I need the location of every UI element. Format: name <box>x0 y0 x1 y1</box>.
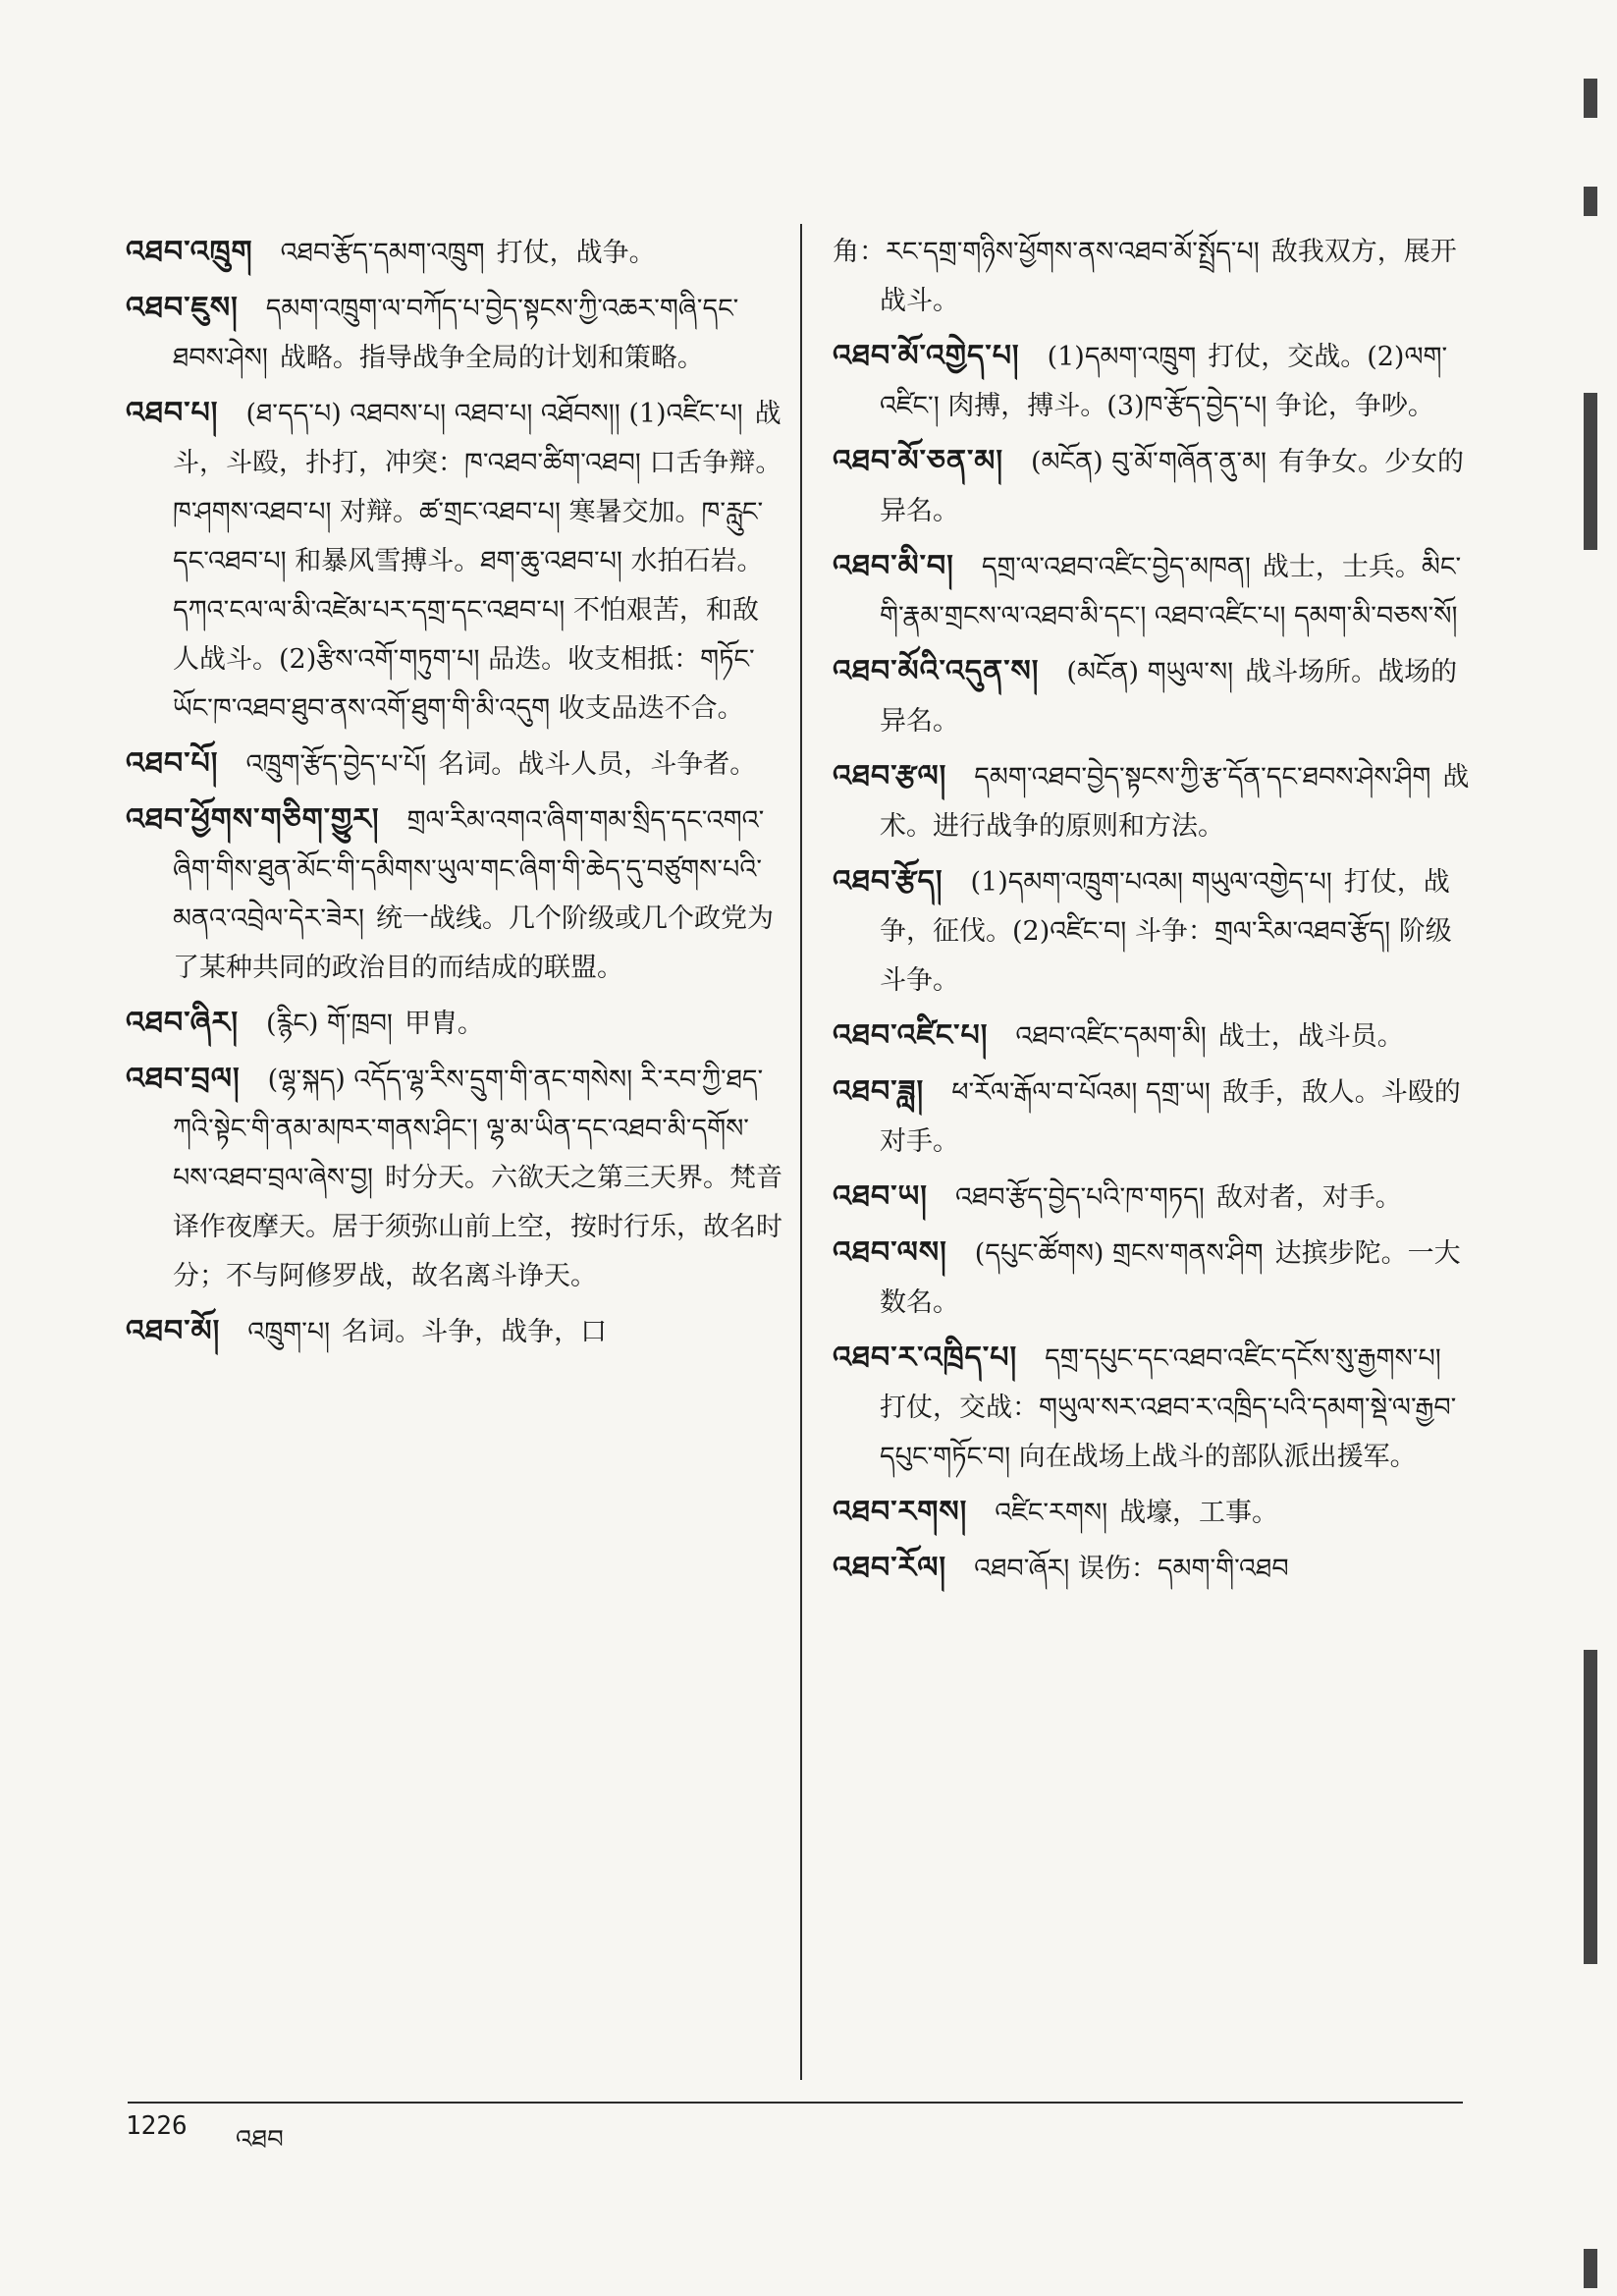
chinese-definition: 打仗，战争，征伐。(2)འཛིང་བ། 斗争：གྲལ་རིམ་འཐབ་རྩོད། 阶级斗争。 <box>880 867 1452 996</box>
chinese-definition: 敌我双方，展开战斗。 <box>880 237 1457 316</box>
chinese-definition: 战斗场所。战场的异名。 <box>880 657 1458 737</box>
chinese-definition: 打仗，交战：གཡུལ་སར་འཐབ་ར་འཁྲིད་པའི་དམག་སྡེ་ལ་རྒྱབ་དཔུང་གཏོང་བ། 向在战场上战斗的部队派出援军。 <box>880 1393 1457 1472</box>
chinese-definition: 战略。指导战争全局的计划和策略。 <box>279 343 704 373</box>
right-column <box>833 228 1471 1600</box>
tibetan-definition: དམག་འཁྲུག་ལ་བཀོད་པ་བྱེད་སྟངས་ཀྱི་འཆར་གཞི་དང་ཐབས་ཤེས། <box>173 294 739 373</box>
page-number: 1226 <box>126 2111 188 2141</box>
tibetan-definition: དགྲ་དཔུང་དང་འཐབ་འཛིང་དངོས་སུ་རྒྱགས་པ། <box>1045 1343 1441 1374</box>
left-column <box>126 228 783 1363</box>
headword: འཐབ་འཁྲུག <box>126 235 253 269</box>
dictionary-entry <box>126 739 783 790</box>
dictionary-entry <box>126 389 783 734</box>
tibetan-definition: (ཐ་དད་པ) འཐབས་པ། འཐབ་པ། འཐོབས།། (1)འཛིང་པ། <box>245 399 743 429</box>
headword: འཐབ་ཞིར། <box>126 1006 239 1040</box>
headword: འཐབ་རགས། <box>833 1495 968 1529</box>
headword: འཐབ་ར་འཁྲིད་པ། <box>833 1340 1018 1375</box>
dictionary-entry <box>126 284 783 383</box>
chinese-definition: 战壕，工事。 <box>1119 1498 1279 1528</box>
tibetan-definition: འཐབ་རྩོད་དམག་འཁྲུག <box>280 238 485 268</box>
dictionary-entry <box>833 1067 1471 1167</box>
tibetan-definition: (1)དམག་འཁྲུག <box>1047 342 1197 372</box>
headword: འཐབ་ཇུས། <box>126 291 239 325</box>
tibetan-definition: འཐབ་འཛིང་དམག་མི། <box>1015 1021 1207 1052</box>
headword: འཐབ་ཟླ། <box>833 1074 925 1109</box>
tibetan-definition: ཕ་རོལ་རྒོལ་བ་པོའམ། དགྲ་ཡ། <box>951 1077 1211 1108</box>
dictionary-entry <box>833 1173 1471 1223</box>
dictionary-entry <box>833 1488 1471 1538</box>
headword: འཐབ་ལས། <box>833 1235 947 1270</box>
tibetan-definition: (ལྷ་སྐད) འདོད་ལྷ་རིས་དྲུག་གི་ནང་གསེས། རི་རབ་ཀྱི་ཐད་ཀའི་སྟེང་གི་ནམ་མཁར་གནས་ཤིང་། ལྷ་མ་ཡིན་དང་འཐབ་མི་དགོས་པས་འཐབ་བྲལ་ཞེས་བྱ། <box>173 1065 764 1193</box>
dictionary-entry <box>126 999 783 1049</box>
headword: འཐབ་ཡ། <box>833 1179 928 1214</box>
headword: འཐབ་འཛིང་པ། <box>833 1018 989 1053</box>
chinese-definition: 名词。战斗人员，斗争者。 <box>438 749 757 780</box>
dictionary-entry <box>126 1307 783 1357</box>
headword: འཐབ་མོ་འགྱེད་པ། <box>833 339 1020 373</box>
dictionary-entry <box>833 542 1471 641</box>
chinese-definition: 名词。斗争，战争，口 <box>342 1317 608 1347</box>
dictionary-entry <box>126 1055 783 1301</box>
column-divider <box>800 224 802 2080</box>
tibetan-definition: (རྙིང) གོ་ཁྲབ། <box>266 1009 393 1039</box>
headword: འཐབ་མོའི་འདུན་ས། <box>833 654 1040 688</box>
tibetan-definition: འཁྲུག་པ། <box>247 1317 331 1347</box>
tibetan-definition: 角：རང་དགྲ་གཉིས་ཕྱོགས་ནས་འཐབ་མོ་སྤྲོད་པ། <box>833 237 1260 267</box>
dictionary-entry <box>833 857 1471 1006</box>
tibetan-definition: དགྲ་ལ་འཐབ་འཛིང་བྱེད་མཁན། <box>981 552 1251 582</box>
tibetan-definition: (མངོན) གཡུལ་ས། <box>1066 657 1234 687</box>
headword: འཐབ་ཕྱོགས་གཅིག་གྱུར། <box>126 802 380 837</box>
scan-edge-marks <box>1584 39 1603 2249</box>
tibetan-definition: དམག་འཐབ་བྱེད་སྟངས་ཀྱི་རྩ་དོན་དང་ཐབས་ཤེས་ཤིག <box>974 762 1431 793</box>
tibetan-definition: འཁྲུག་རྩོད་བྱེད་པ་པོ། <box>245 749 427 780</box>
dictionary-entry <box>833 752 1471 851</box>
tibetan-definition: འཛིང་རགས། <box>995 1498 1108 1528</box>
dictionary-entry <box>833 228 1471 326</box>
tibetan-definition: གྲལ་རིམ་འགའ་ཞིག་གམ་སྲིད་དང་འགའ་ཞིག་གིས་ཐུན་མོང་གི་དམིགས་ཡུལ་གང་ཞིག་གི་ཆེད་དུ་བཙུགས་པའི་མནའ་འབྲེལ་དེར་ཟེར། <box>173 805 765 934</box>
headword: འཐབ་པ། <box>126 396 219 430</box>
footer-rule <box>128 2102 1463 2104</box>
tibetan-definition: འཐབ་ཞོར། 误伤：དམག་གི་འཐབ <box>974 1554 1289 1584</box>
headword: འཐབ་བྲལ། <box>126 1062 241 1096</box>
tibetan-definition: (དཔུང་ཚོགས) གྲངས་གནས་ཤིག <box>974 1238 1264 1269</box>
chinese-definition: 战士，士兵。མིང་གི་རྣམ་གྲངས་ལ་འཐབ་མི་དང་། འཐབ་འཛིང་པ། དམག་མི་བཅས་སོ། <box>880 552 1462 631</box>
dictionary-entry <box>833 647 1471 746</box>
headword: འཐབ་མི་བ། <box>833 549 954 583</box>
headword: འཐབ་རྩོད། <box>833 864 943 899</box>
dictionary-entry <box>833 1544 1471 1594</box>
chinese-definition: 有争女。少女的异名。 <box>880 447 1465 526</box>
chinese-definition: 敌对者，对手。 <box>1215 1182 1402 1213</box>
dictionary-entry <box>833 437 1471 536</box>
chinese-definition: 战术。进行战争的原则和方法。 <box>880 762 1470 842</box>
headword: འཐབ་རྩལ། <box>833 759 947 793</box>
dictionary-entry <box>833 1334 1471 1482</box>
chinese-definition: 敌手，敌人。斗殴的对手。 <box>880 1077 1461 1157</box>
chinese-definition: 甲胄。 <box>404 1009 484 1039</box>
chinese-definition: 打仗，交战。(2)ལག་འཛིང་། 肉搏，搏斗。(3)ཁ་རྩོད་བྱེད་པ། 争论，争吵。 <box>880 342 1448 421</box>
tibetan-definition: (1)དམག་འཁྲུག་པའམ། གཡུལ་འགྱེད་པ། <box>970 867 1332 898</box>
chinese-definition: 时分天。六欲天之第三天界。梵音译作夜摩天。居于须弥山前上空，按时行乐，故名时分；不与阿修罗战，故名离斗诤天。 <box>173 1163 783 1291</box>
chinese-definition: 战士，战斗员。 <box>1217 1021 1404 1052</box>
tibetan-definition: (མངོན) བུ་མོ་གཞོན་ནུ་མ། <box>1031 447 1267 477</box>
chinese-definition: 达摈步陀。一大数名。 <box>880 1238 1461 1318</box>
headword: འཐབ་རོལ། <box>833 1551 947 1585</box>
dictionary-entry <box>126 228 783 278</box>
headword: འཐབ་པོ། <box>126 746 219 781</box>
chinese-definition: 打仗，战争。 <box>496 238 656 268</box>
chinese-definition: 战斗，斗殴，扑打，冲突：ཁ་འཐབ་ཚིག་འཐབ། 口舌争辩。ཁ་ཤགས་འཐབ་པ། 对辩。ཚ་གྲང་འཐབ་པ། 寒暑交加。ཁ་རླུང་དང་འཐབ་པ། 和暴风雪搏斗。ཐག་ཆུ་འཐབ་པ། 水拍石岩。དཀའ་ངལ་ལ་མི་འཛེམ་པར་དགྲ་དང་འཐབ་པ། 不怕艰苦，和敌人战斗。(2)རྩིས་འགོ་གཏུག་པ། 品迭。收支相抵：གཏོང་ཡོང་ཁ་འཐབ་ཐུབ་ནས་འགོ་ཐུག་གི་མི་འདུག 收支品迭不合。 <box>173 399 782 724</box>
dictionary-entry <box>833 1011 1471 1062</box>
dictionary-entry <box>126 795 783 993</box>
dictionary-entry <box>833 1229 1471 1328</box>
running-head: འཐབ <box>236 2125 284 2155</box>
chinese-definition: 统一战线。几个阶级或几个政党为了某种共同的政治目的而结成的联盟。 <box>173 903 774 983</box>
dictionary-entry <box>833 332 1471 431</box>
headword: འཐབ་མོ། <box>126 1314 221 1348</box>
headword: འཐབ་མོ་ཅན་མ། <box>833 444 1004 478</box>
tibetan-definition: འཐབ་རྩོད་བྱེད་པའི་ཁ་གཏད། <box>954 1182 1205 1213</box>
